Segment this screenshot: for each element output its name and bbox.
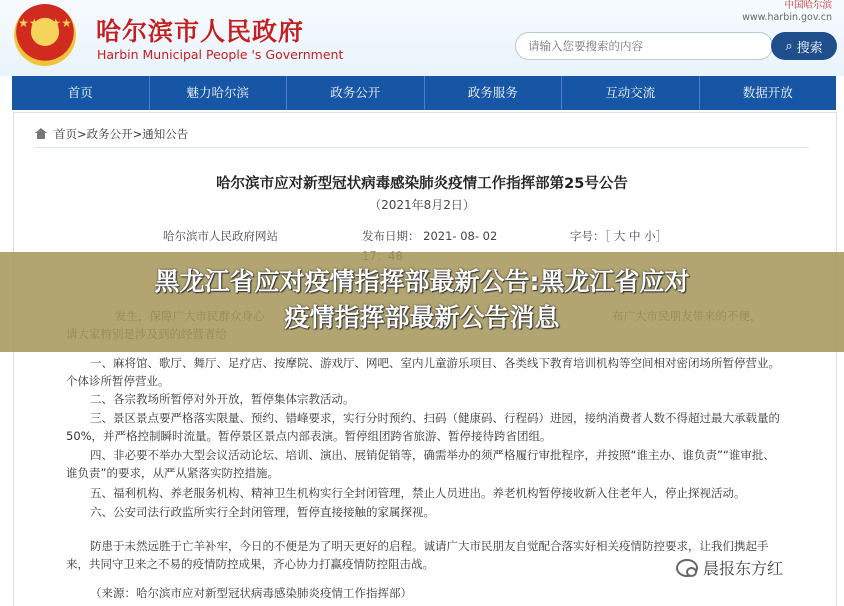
- search-box[interactable]: [515, 32, 773, 60]
- article-source: 哈尔滨市人民政府网站: [163, 229, 278, 243]
- closing-paragraph: 防患于未然远胜于亡羊补牢，今日的不便是为了明天更好的启程。诚请广大市民朋友自觉配合落实好相关疫情防控要求，让我们携起手来，共同守卫来之不易的疫情防控成果，齐心协力打赢疫情防控阻击战。: [66, 539, 769, 571]
- notice-item-2: 二、各宗教场所暂停对外开放，暂停集体宗教活动。: [90, 392, 355, 406]
- site-header: [0, 0, 844, 76]
- site-title[interactable]: 哈尔滨市人民政府: [96, 17, 305, 46]
- notice-item-3: 三、景区景点要严格落实限量、预约、错峰要求，实行分时预约、扫码（健康码、行程码）进园，接纳消费者人数不得超过最大承载量的50%，并严格控制瞬时流量。暂停景区景点内部表演。暂停组团跨省旅游、暂停接待跨省团组。: [66, 411, 780, 443]
- nav-item-interaction[interactable]: 互动交流: [562, 76, 700, 110]
- overlay-headline-line-2: 疫情指挥部最新公告消息: [284, 303, 560, 332]
- breadcrumb[interactable]: [34, 126, 188, 142]
- overlay-headline: [10, 264, 834, 336]
- notice-item-6: 六、公安司法行政监所实行全封闭管理，暂停直接接触的家属探视。: [90, 505, 435, 519]
- nav-item-gov-services[interactable]: 政务服务: [425, 76, 563, 110]
- overlay-headline-line-1: 黑龙江省应对疫情指挥部最新公告:黑龙江省应对: [154, 267, 690, 296]
- harbin-logo[interactable]: [742, 0, 832, 24]
- national-emblem-icon: ★★★★★: [14, 4, 76, 66]
- article-date: （2021年8月2日）: [369, 198, 475, 212]
- watermark-text: 晨报东方红: [703, 559, 784, 578]
- article-title: 哈尔滨市应对新型冠状病毒感染肺炎疫情工作指挥部第25号公告: [216, 176, 628, 192]
- main-nav: [12, 76, 836, 110]
- search-button-label: 搜索: [796, 40, 823, 56]
- home-icon: [34, 128, 48, 140]
- nav-item-charm-harbin[interactable]: 魅力哈尔滨: [150, 76, 288, 110]
- notice-item-5: 五、福利机构、养老服务机构、精神卫生机构实行全封闭管理，禁止人员进出。养老机构暂停接收新入住老年人，停止探视活动。: [90, 486, 746, 500]
- publish-date: 发布日期： 2021- 08- 02: [362, 229, 498, 243]
- site-subtitle: Harbin Municipal People 's Government: [97, 47, 344, 62]
- wechat-icon: [676, 559, 698, 577]
- search-icon: ⌕: [785, 38, 793, 54]
- nav-item-open-data[interactable]: 数据开放: [742, 85, 793, 100]
- watermark: [676, 556, 783, 579]
- breadcrumb-divider: [34, 147, 809, 148]
- breadcrumb-text[interactable]: 首页>政务公开>通知公告: [54, 127, 189, 141]
- nav-item-gov-affairs[interactable]: 政务公开: [287, 76, 425, 110]
- search-button[interactable]: [771, 32, 837, 60]
- harbin-logo-url: www.harbin.gov.cn: [742, 12, 832, 23]
- nav-item-home[interactable]: 首页: [12, 76, 150, 110]
- search-input[interactable]: [526, 38, 760, 54]
- harbin-logo-text: 中国哈尔滨: [784, 0, 832, 11]
- notice-item-1: 一、麻将馆、歌厅、舞厅、足疗店、按摩院、游戏厅、网吧、室内儿童游乐项目、各类线下教育培训机构等空间相对密闭场所暂停营业。个体诊所暂停营业。: [66, 356, 780, 388]
- font-size-selector[interactable]: 字号：［ 大 中 小］: [570, 229, 668, 243]
- notice-item-4: 四、非必要不举办大型会议活动论坛、培训、演出、展销促销等，确需举办的须严格履行审批程序，并按照“谁主办、谁负责”“谁审批、谁负责”的要求，从严从紧落实防控措施。: [66, 448, 775, 480]
- footer-source: （来源：哈尔滨市应对新型冠状病毒感染肺炎疫情工作指挥部）: [90, 586, 412, 600]
